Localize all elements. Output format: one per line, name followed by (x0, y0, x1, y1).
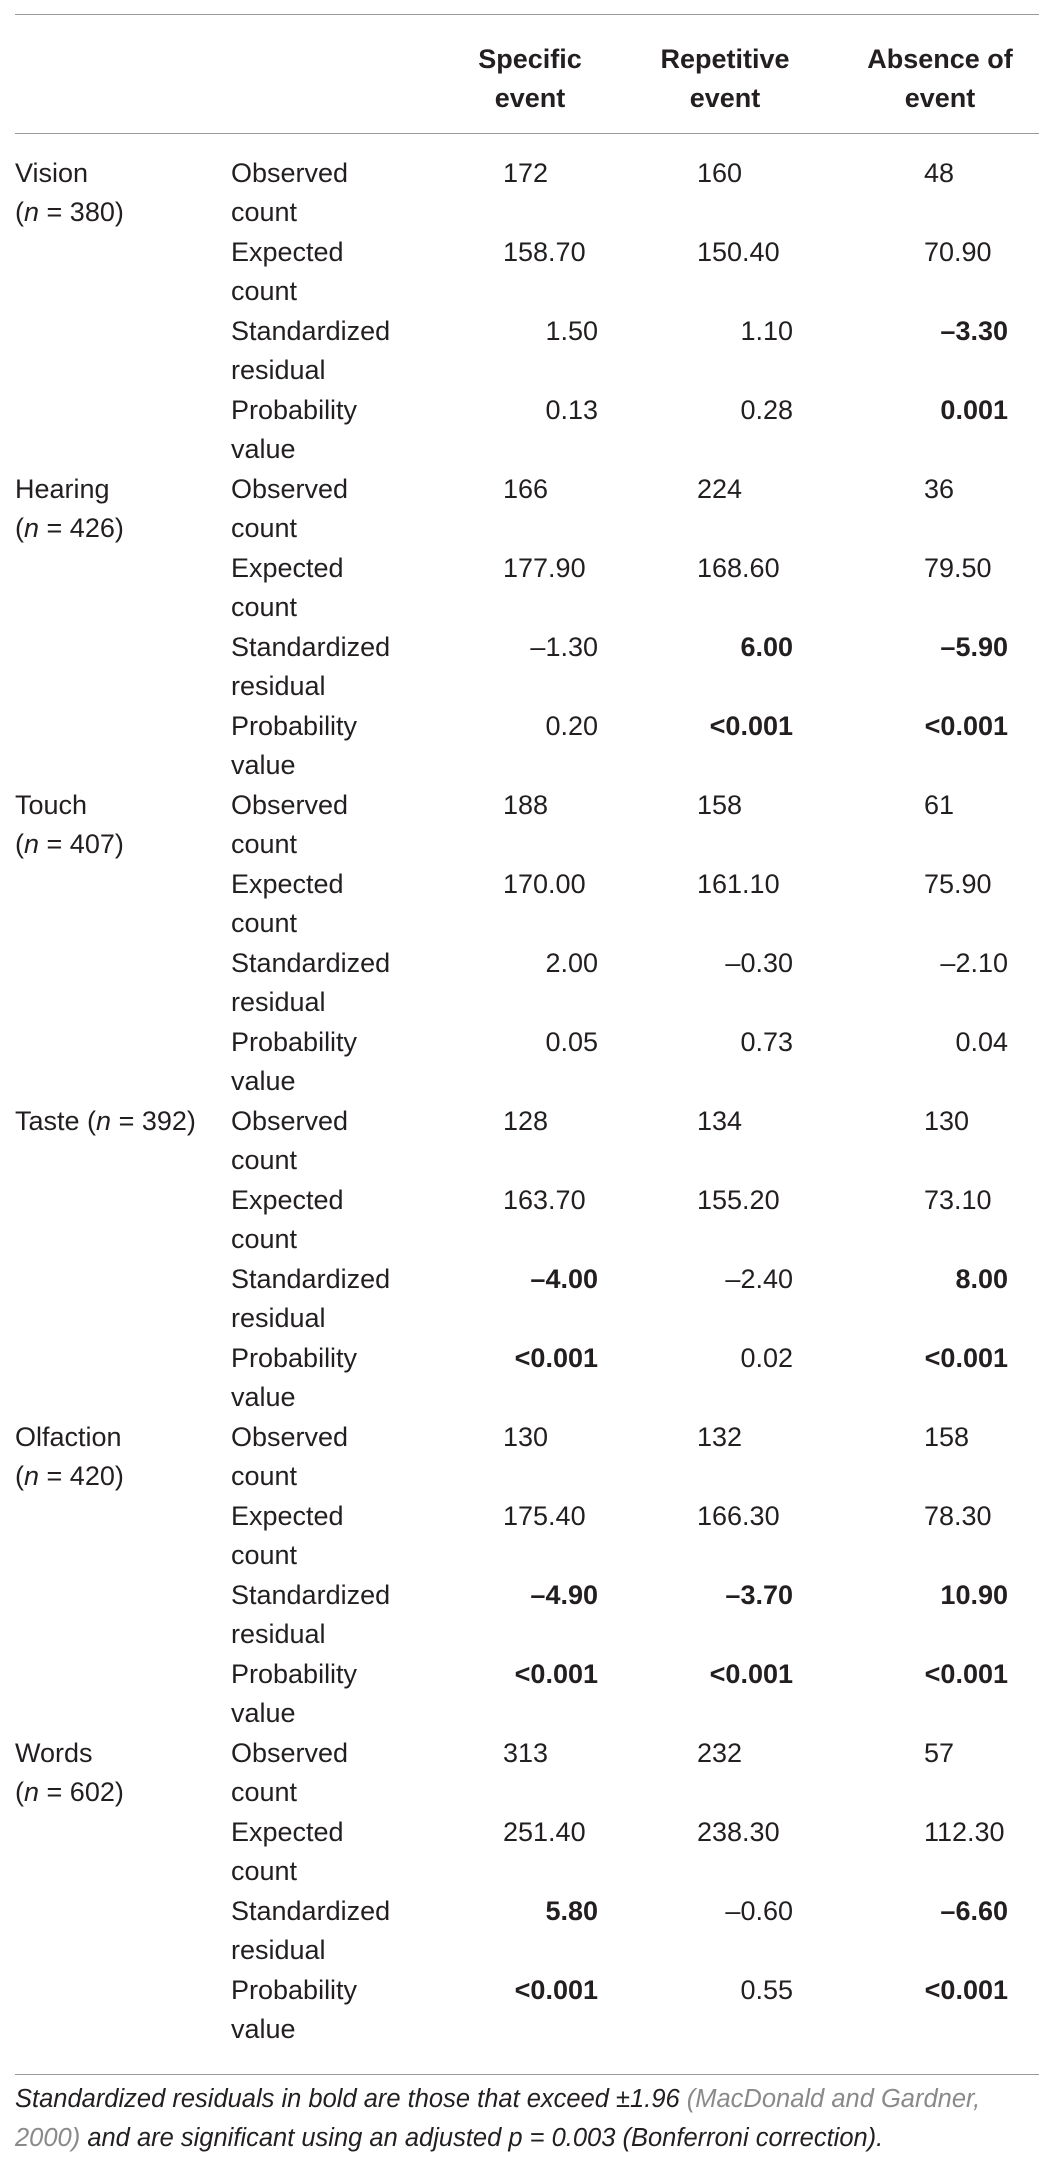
table-cell: 78.30 (924, 1501, 992, 1531)
row-label-line: Probability (231, 1975, 358, 2005)
row-label-line: value (231, 434, 296, 464)
table-cell: 158 (697, 790, 743, 820)
table-group (0, 766, 1053, 1096)
group-n-symbol: n (24, 1461, 40, 1491)
row-label-line: residual (231, 671, 326, 701)
table-cell: 155.20 (697, 1185, 780, 1215)
row-label-line: count (231, 197, 298, 227)
table-row (0, 292, 1053, 385)
table-cell: 158.70 (503, 237, 586, 267)
column-header-absence-of-event (840, 40, 1040, 118)
table-cell: 0.73 (740, 1027, 793, 1057)
table-cell: 238.30 (697, 1817, 780, 1847)
table-cell: 0.04 (955, 1027, 1008, 1057)
table-cell: 128 (503, 1106, 549, 1136)
table-cell: 0.20 (545, 711, 598, 741)
table-cell: 172 (503, 158, 549, 188)
table-cell: 158 (924, 1422, 970, 1452)
table-cell: –4.00 (530, 1264, 598, 1294)
group-n-value: = 426) (39, 513, 124, 543)
row-label (231, 1971, 357, 2049)
table-cell: 134 (697, 1106, 743, 1136)
table-cell: <0.001 (924, 1343, 1008, 1373)
row-label-line: Standardized (231, 1896, 391, 1926)
row-label-line: Expected (231, 553, 344, 583)
table-cell: 75.90 (924, 869, 992, 899)
table-cell: <0.001 (924, 1659, 1008, 1689)
table-cell: 6.00 (740, 632, 793, 662)
table-cell: 0.13 (545, 395, 598, 425)
table-row (0, 1635, 1053, 1728)
column-header-line: Absence of (867, 44, 1013, 74)
table-cell: 161.10 (697, 869, 780, 899)
row-label-line: Probability (231, 711, 358, 741)
row-label-line: count (231, 592, 298, 622)
table-group (0, 1082, 1053, 1412)
row-label-line: count (231, 1856, 298, 1886)
group-name: Words (15, 1738, 93, 1768)
row-label-line: count (231, 1540, 298, 1570)
table-group (0, 450, 1053, 780)
table-cell: 251.40 (503, 1817, 586, 1847)
table-cell: 48 (924, 158, 955, 188)
row-label-line: Probability (231, 1027, 358, 1057)
row-label-line: Standardized (231, 632, 391, 662)
table-cell: 10.90 (940, 1580, 1008, 1610)
row-label-line: value (231, 750, 296, 780)
group-name: Hearing (15, 474, 110, 504)
row-label-line: value (231, 1066, 296, 1096)
table-row (0, 1240, 1053, 1333)
table-cell: 8.00 (955, 1264, 1008, 1294)
table-cell: <0.001 (514, 1659, 598, 1689)
group-name-text: Taste ( (15, 1106, 97, 1136)
table-top-rule (15, 14, 1039, 15)
table-bottom-rule (15, 2074, 1039, 2075)
group-n-symbol: n (24, 197, 40, 227)
table-cell: 130 (924, 1106, 970, 1136)
group-n-paren: ( (15, 197, 24, 227)
table-cell: <0.001 (924, 1975, 1008, 2005)
footnote-text: and are significant using an adjusted p = 0.003 (Bonferroni correction). (80, 2124, 884, 2152)
table-cell: 175.40 (503, 1501, 586, 1531)
table-row (0, 1477, 1053, 1570)
table-row (0, 134, 1053, 227)
table-group (0, 1714, 1053, 2044)
row-label-line: Observed (231, 1106, 349, 1136)
table-cell: 160 (697, 158, 743, 188)
column-header-line: Repetitive (660, 44, 790, 74)
row-label-line: Probability (231, 1343, 358, 1373)
group-name: Olfaction (15, 1422, 122, 1452)
row-label-line: value (231, 1698, 296, 1728)
group-n-value: = 407) (39, 829, 124, 859)
table-cell: 61 (924, 790, 955, 820)
row-label-line: Expected (231, 237, 344, 267)
table-cell: –4.90 (530, 1580, 598, 1610)
row-label-line: residual (231, 1935, 326, 1965)
table-cell: 0.02 (740, 1343, 793, 1373)
table-cell: –3.30 (940, 316, 1008, 346)
column-header-line: event (689, 83, 761, 113)
table-group (0, 1398, 1053, 1728)
table-cell: 170.00 (503, 869, 586, 899)
row-label-line: Expected (231, 1817, 344, 1847)
table-cell: 57 (924, 1738, 955, 1768)
table-cell: –1.30 (530, 632, 598, 662)
table-cell: –0.60 (725, 1896, 793, 1926)
table-cell: 79.50 (924, 553, 992, 583)
table-cell: 1.50 (545, 316, 598, 346)
row-label-line: Expected (231, 1501, 344, 1531)
table-row (0, 1714, 1053, 1807)
row-label-line: count (231, 829, 298, 859)
table-cell: –3.70 (725, 1580, 793, 1610)
table-row (0, 450, 1053, 543)
table-cell: 232 (697, 1738, 743, 1768)
group-n-paren: ( (15, 829, 24, 859)
column-header-line: event (494, 83, 566, 113)
row-label-line: residual (231, 355, 326, 385)
table-cell: –0.30 (725, 948, 793, 978)
row-label-line: value (231, 1382, 296, 1412)
table-cell: –2.10 (940, 948, 1008, 978)
table-cell: 313 (503, 1738, 549, 1768)
table-cell: 5.80 (545, 1896, 598, 1926)
row-label-line: Standardized (231, 948, 391, 978)
table-cell: 112.30 (924, 1817, 1005, 1847)
row-label-line: count (231, 1777, 298, 1807)
table-row (0, 1793, 1053, 1886)
group-n-paren: ( (15, 1461, 24, 1491)
row-label-line: residual (231, 987, 326, 1017)
row-label-line: count (231, 1461, 298, 1491)
table-cell: 73.10 (924, 1185, 992, 1215)
table-cell: 166.30 (697, 1501, 780, 1531)
table-cell: 0.001 (940, 395, 1008, 425)
table-cell: 0.05 (545, 1027, 598, 1057)
table-footnote (15, 2080, 1039, 2158)
table-row (0, 766, 1053, 859)
column-header-line: Specific (478, 44, 582, 74)
row-label-line: Expected (231, 1185, 344, 1215)
table-cell: 132 (697, 1422, 743, 1452)
table-row (0, 1003, 1053, 1096)
row-label-line: Observed (231, 790, 349, 820)
table-cell: –2.40 (725, 1264, 793, 1294)
footnote-citation: (MacDonald and Gardner, 2000) (15, 2085, 981, 2152)
table-row (0, 845, 1053, 938)
row-label-line: Standardized (231, 316, 391, 346)
row-label-line: residual (231, 1619, 326, 1649)
table-cell: 0.55 (740, 1975, 793, 2005)
table-row (0, 371, 1053, 464)
row-label-line: count (231, 1145, 298, 1175)
group-n-value: = 392) (111, 1106, 196, 1136)
group-n-symbol: n (24, 513, 40, 543)
group-name: Touch (15, 790, 88, 820)
group-n-value: = 602) (39, 1777, 124, 1807)
row-label-line: Observed (231, 158, 349, 188)
table-cell: 150.40 (697, 237, 780, 267)
table-group (0, 134, 1053, 464)
table-row (0, 1951, 1053, 2044)
group-n-symbol: n (96, 1106, 112, 1136)
group-n-paren: ( (15, 1777, 24, 1807)
table-cell: 188 (503, 790, 549, 820)
column-header-repetitive-event (625, 40, 825, 118)
table-cell: <0.001 (924, 711, 1008, 741)
row-label-line: Probability (231, 395, 358, 425)
table-cell: 224 (697, 474, 743, 504)
row-label-line: Observed (231, 474, 349, 504)
table-cell: <0.001 (514, 1343, 598, 1373)
table-row (0, 1161, 1053, 1254)
table-row (0, 213, 1053, 306)
row-label-line: residual (231, 1303, 326, 1333)
table-cell: 168.60 (697, 553, 780, 583)
footnote-text: Standardized residuals in bold are those that exceed ±1.96 (15, 2085, 687, 2113)
table-row (0, 687, 1053, 780)
row-label-line: Expected (231, 869, 344, 899)
row-label-line: Observed (231, 1738, 349, 1768)
row-label-line: count (231, 513, 298, 543)
column-header-specific-event (430, 40, 630, 118)
group-n-symbol: n (24, 1777, 40, 1807)
table-cell: <0.001 (514, 1975, 598, 2005)
table-cell: <0.001 (709, 1659, 793, 1689)
row-label-line: count (231, 276, 298, 306)
group-n-symbol: n (24, 829, 40, 859)
row-label-line: Standardized (231, 1580, 391, 1610)
row-label-line: count (231, 1224, 298, 1254)
group-n-value: = 420) (39, 1461, 124, 1491)
table-row (0, 1319, 1053, 1412)
table-cell: 166 (503, 474, 549, 504)
table-row (0, 1398, 1053, 1491)
table-cell: 130 (503, 1422, 549, 1452)
group-n-paren: ( (15, 513, 24, 543)
group-name: Vision (15, 158, 89, 188)
table-row (0, 924, 1053, 1017)
table-row (0, 1872, 1053, 1965)
row-label-line: value (231, 2014, 296, 2044)
group-n-value: = 380) (39, 197, 124, 227)
table-cell: 2.00 (545, 948, 598, 978)
table-cell: 70.90 (924, 237, 992, 267)
table-cell: 1.10 (740, 316, 793, 346)
table-cell: 0.28 (740, 395, 793, 425)
table-cell: –6.60 (940, 1896, 1008, 1926)
table-row (0, 1082, 1053, 1175)
table-cell: –5.90 (940, 632, 1008, 662)
table-row (0, 1556, 1053, 1649)
column-header-line: event (904, 83, 976, 113)
table-cell: 177.90 (503, 553, 586, 583)
table-row (0, 608, 1053, 701)
row-label-line: Probability (231, 1659, 358, 1689)
table-row (0, 529, 1053, 622)
row-label-line: count (231, 908, 298, 938)
table-cell: 163.70 (503, 1185, 586, 1215)
table-cell: <0.001 (709, 711, 793, 741)
row-label-line: Standardized (231, 1264, 391, 1294)
table-cell: 36 (924, 474, 955, 504)
row-label-line: Observed (231, 1422, 349, 1452)
